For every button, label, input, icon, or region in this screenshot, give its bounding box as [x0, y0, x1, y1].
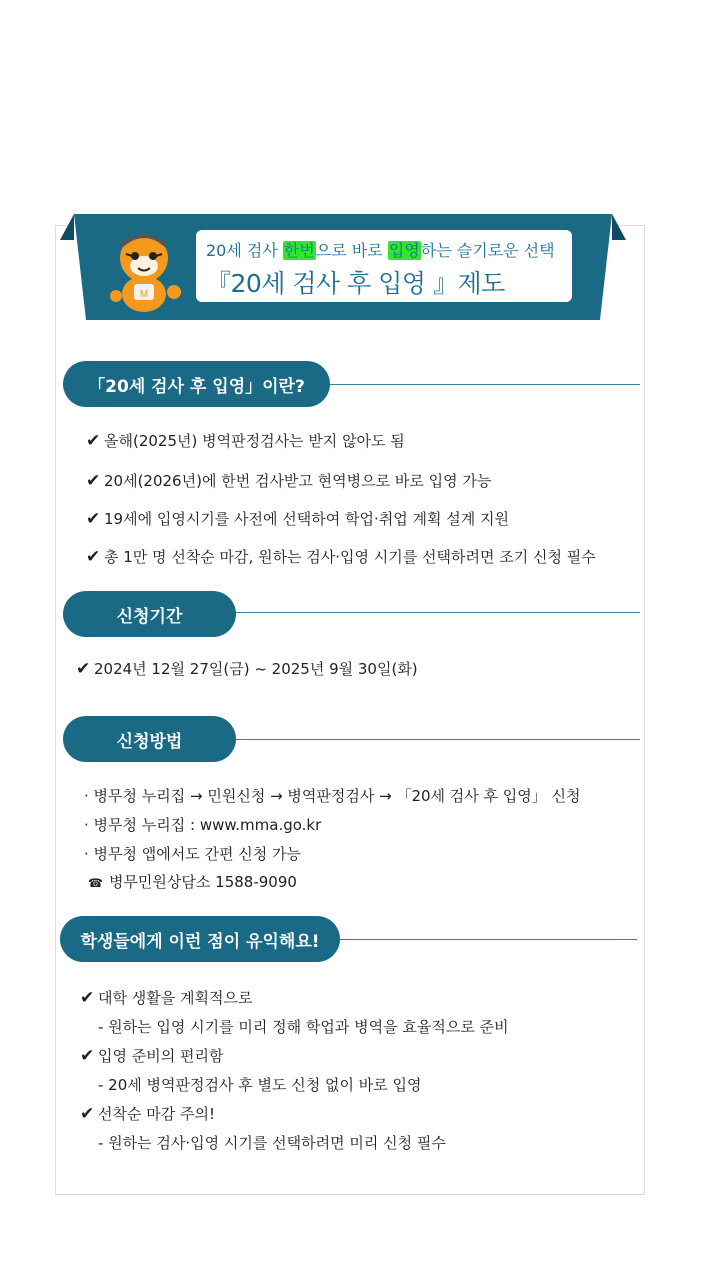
- note-head: ✔ 대학 생활을 계획적으로: [80, 988, 253, 1008]
- section-divider: [320, 384, 640, 385]
- check-icon: ✔: [80, 988, 95, 1008]
- method-website: · 병무청 누리집 : www.mma.go.kr: [84, 816, 322, 834]
- phone-icon: ☎: [88, 876, 103, 890]
- note-sub: - 원하는 검사·입영 시기를 선택하려면 미리 신청 필수: [98, 1134, 446, 1152]
- section-title-what: 「20세 검사 후 입영」이란?: [63, 361, 330, 407]
- note-head: ✔ 선착순 마감 주의!: [80, 1104, 215, 1124]
- section-title-period: 신청기간: [63, 591, 236, 637]
- section-title-notes: 학생들에게 이런 점이 유익해요!: [60, 916, 340, 962]
- note-head: ✔ 입영 준비의 편리함: [80, 1046, 224, 1066]
- phone-line: ☎ 병무민원상담소 1588-9090: [88, 873, 297, 891]
- note-sub: - 원하는 입영 시기를 미리 정해 학업과 병역을 효율적으로 준비: [98, 1018, 509, 1036]
- check-icon: ✔: [76, 659, 91, 679]
- header-ribbon: [60, 212, 626, 324]
- period-text: ✔ 2024년 12월 27일(금) ~ 2025년 9월 30일(화): [76, 659, 418, 679]
- svg-text:M: M: [139, 289, 149, 300]
- tiger-mascot: [104, 224, 188, 314]
- page-title: 『20세 검사 후 입영 』제도: [206, 269, 505, 298]
- section-title-method: 신청방법: [63, 716, 236, 762]
- list-item: ✔ 19세에 입영시기를 사전에 선택하여 학업·취업 계획 설계 지원: [86, 509, 509, 529]
- list-item: ✔ 올해(2025년) 병역판정검사는 받지 않아도 됨: [86, 431, 405, 451]
- highlight-enlist: 입영: [388, 241, 420, 260]
- check-icon: ✔: [80, 1104, 95, 1124]
- header-title-box: [196, 230, 572, 302]
- section-divider: [230, 612, 640, 613]
- section-divider: [335, 939, 637, 940]
- check-icon: ✔: [86, 431, 101, 451]
- check-icon: ✔: [86, 471, 101, 491]
- check-icon: ✔: [86, 509, 101, 529]
- section-divider: [230, 739, 640, 740]
- list-item: ✔ 20세(2026년)에 한번 검사받고 현역병으로 바로 입영 가능: [86, 471, 492, 491]
- check-icon: ✔: [80, 1046, 95, 1066]
- method-app: · 병무청 앱에서도 간편 신청 가능: [84, 845, 301, 863]
- check-icon: ✔: [86, 547, 101, 567]
- header-tagline: 20세 검사 한번으로 바로 입영하는 슬기로운 선택: [206, 241, 555, 260]
- method-step: · 병무청 누리집 → 민원신청 → 병역판정검사 → 「20세 검사 후 입영」 신청: [84, 787, 581, 805]
- list-item: ✔ 총 1만 명 선착순 마감, 원하는 검사·입영 시기를 선택하려면 조기 신청 필수: [86, 547, 596, 567]
- highlight-once: 한번: [283, 241, 315, 260]
- note-sub: - 20세 병역판정검사 후 별도 신청 없이 바로 입영: [98, 1076, 422, 1094]
